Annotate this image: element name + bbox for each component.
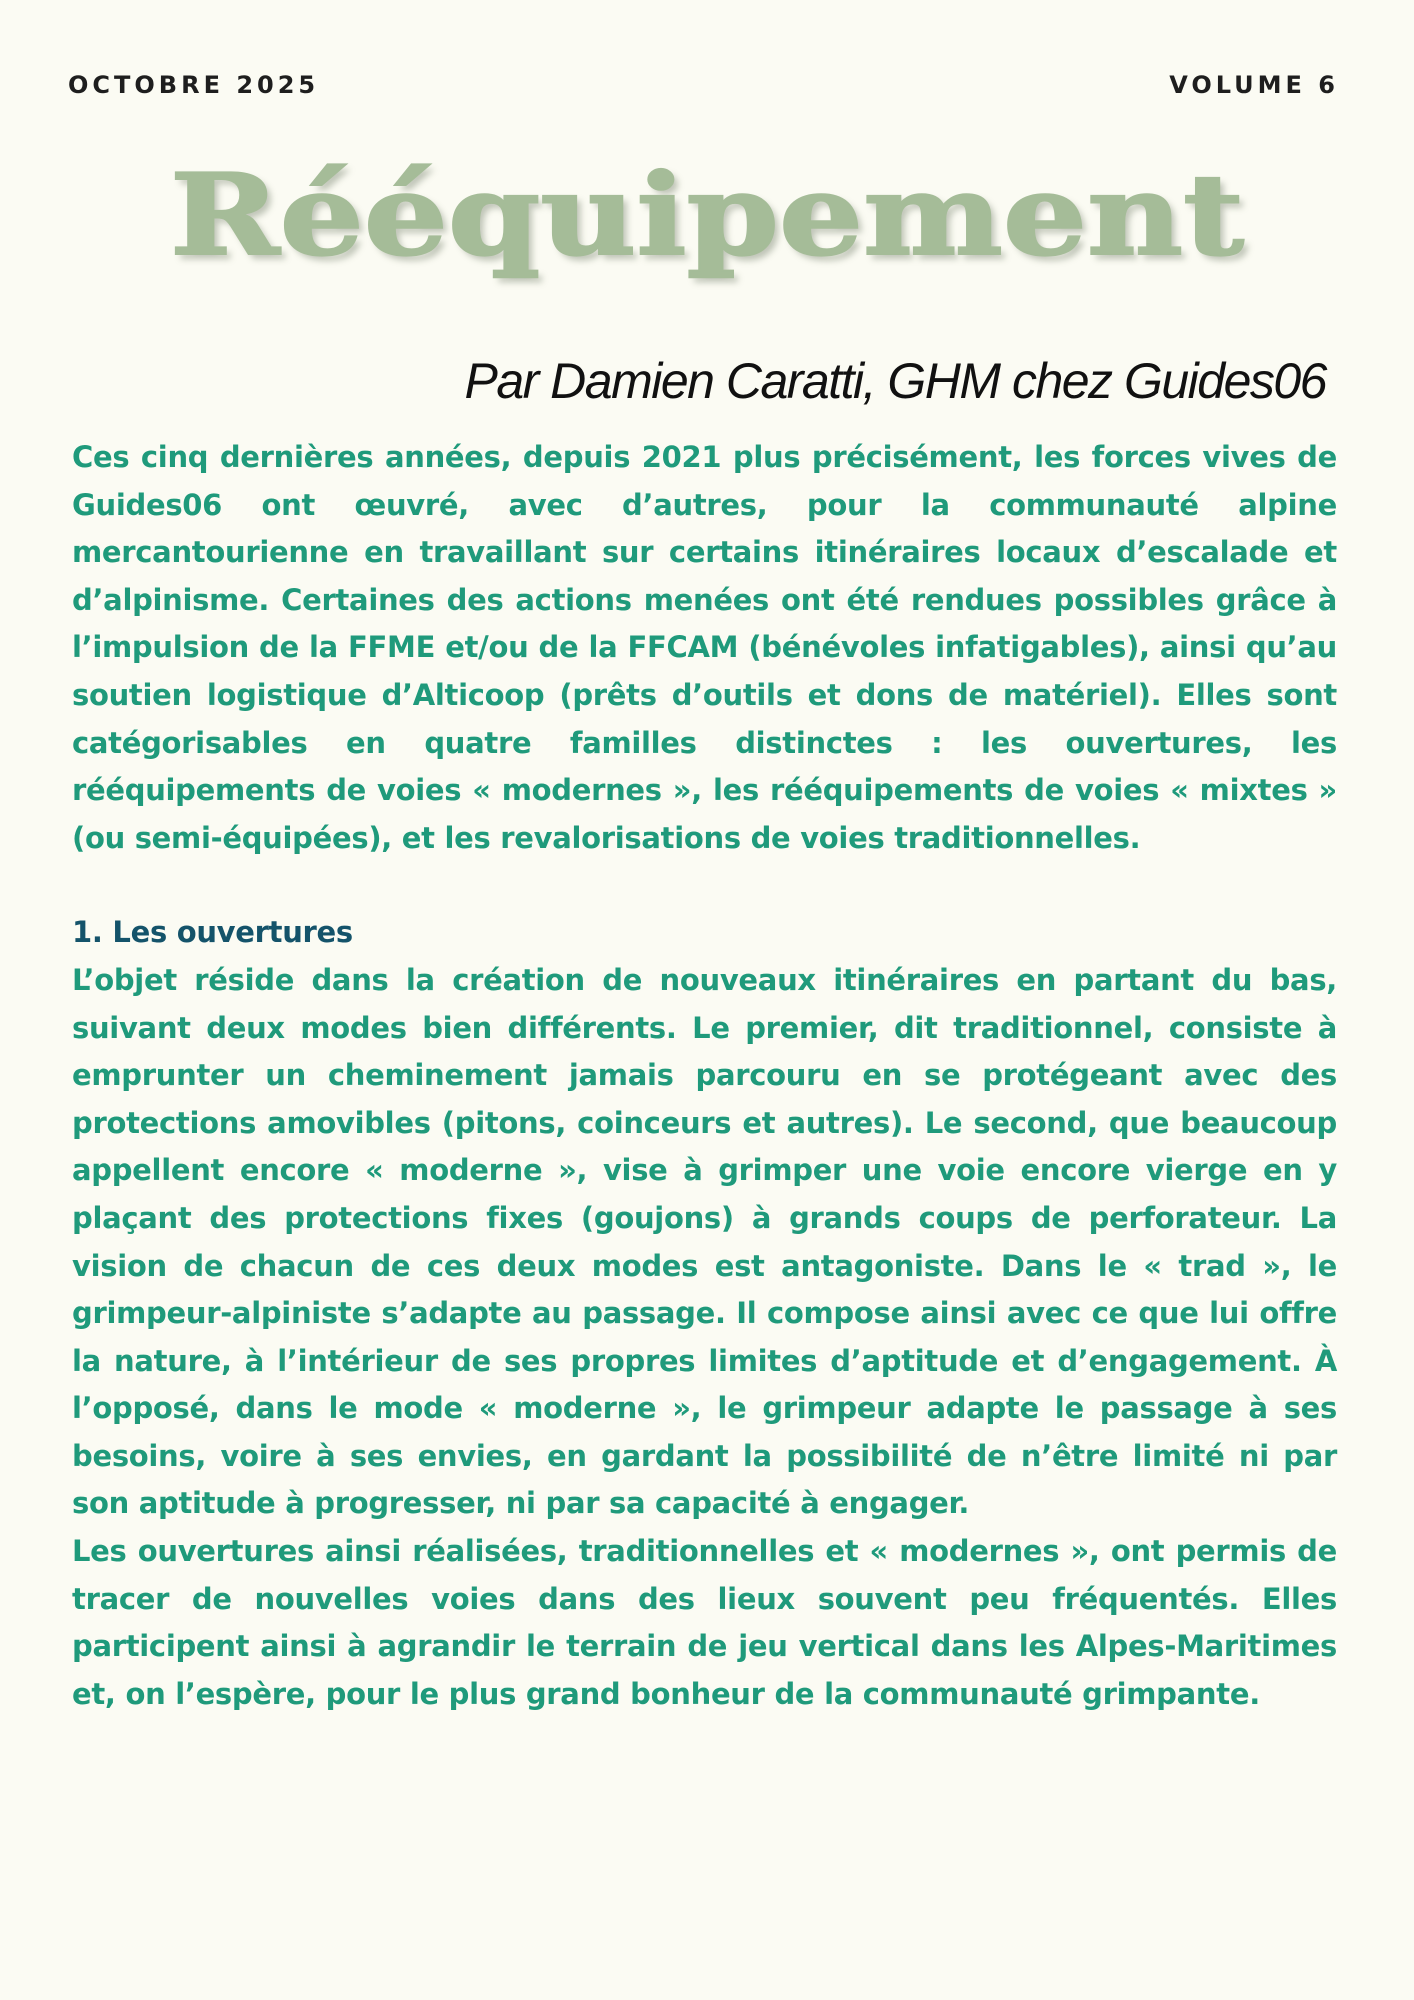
section-paragraph-2: Les ouvertures ainsi réalisées, traditionnelles et « modernes », ont permis de tracer de nouvelles voies dans des lieux souvent peu fréquentés. Elles participent ainsi à agrandir le terrain de jeu vertical dans les Alpes-Maritimes et, on l’espère, pour le plus grand bonheur de la communauté grimpante. xyxy=(72,1534,1337,1711)
section-heading-ouvertures: 1. Les ouvertures xyxy=(72,915,353,950)
masthead xyxy=(68,68,1339,102)
issue-date: OCTOBRE 2025 xyxy=(68,71,320,99)
page-title: Rééquipement xyxy=(169,150,1245,281)
author-byline: Par Damien Caratti, GHM chez Guides06 xyxy=(464,353,1326,409)
paragraph-spacer xyxy=(72,862,1337,909)
section-paragraph-1: L’objet réside dans la création de nouveaux itinéraires en partant du bas, suivant deux modes bien différents. Le premier, dit traditionnel, consiste à emprunter un cheminement jamais parcouru en se protégeant avec des protections amovibles (pitons, coinceurs et autres). Le second, que beaucoup appellent encore « moderne », vise à grimper une voie encore vierge en y plaçant des protections fixes (goujons) à grands coups de perforateur. La vision de chacun de ces deux modes est antagoniste. Dans le « trad », le grimpeur-alpiniste s’adapte au passage. Il compose ainsi avec ce que lui offre la nature, à l’intérieur de ses propres limites d’aptitude et d’engagement. À l’opposé, dans le mode « moderne », le grimpeur adapte le passage à ses besoins, voire à ses envies, en gardant la possibilité de n’être limité ni par son aptitude à progresser, ni par sa capacité à engager. xyxy=(72,962,1337,1521)
intro-paragraph: Ces cinq dernières années, depuis 2021 plus précisément, les forces vives de Guides06 ont œuvré, avec d’autres, pour la communauté alpine mercantourienne en travaillant sur certains itinéraires locaux d’escalade et d’alpinisme. Certaines des actions menées ont été rendues possibles grâce à l’impulsion de la FFME et/ou de la FFCAM (bénévoles infatigables), ainsi qu’au soutien logistique d’Alticoop (prêts d’outils et dons de matériel). Elles sont catégorisables en quatre familles distinctes : les ouvertures, les rééquipements de voies « modernes », les rééquipements de voies « mixtes » (ou semi-équipées), et les revalorisations de voies traditionnelles. xyxy=(72,440,1337,855)
article-body xyxy=(72,434,1337,1718)
issue-volume: VOLUME 6 xyxy=(1169,71,1339,99)
